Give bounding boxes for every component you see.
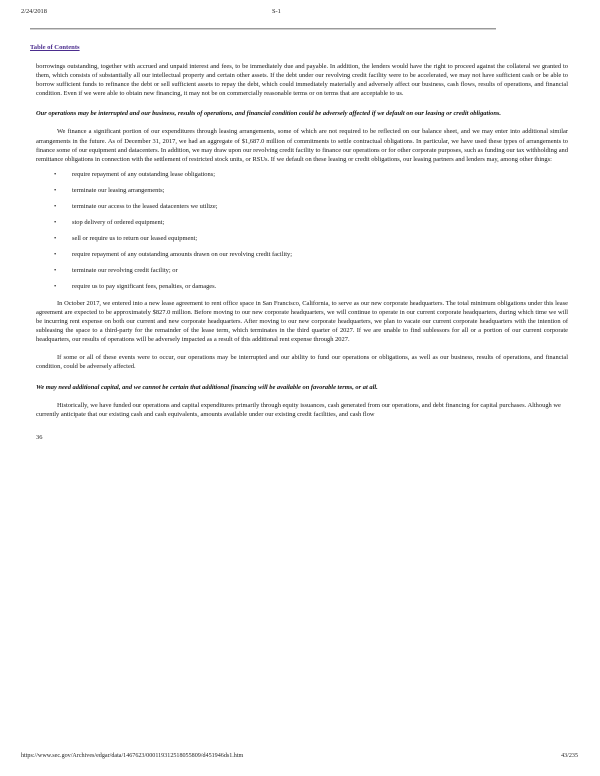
bullet-icon: •	[54, 250, 57, 258]
print-date: 2/24/2018	[21, 8, 47, 15]
bullet-icon: •	[54, 234, 57, 242]
header-divider	[30, 28, 496, 29]
capital-paragraph: Historically, we have funded our operations and capital expenditures primarily through equity issuances, cash generated from our operations, and debt financing for capital purchases. Although we currently anticipate that our existing cash and cash equivalents, amounts available under our existing credit facilities, and cash flow	[36, 401, 561, 418]
list-item	[36, 215, 568, 231]
bullet-icon: •	[54, 202, 57, 210]
events-paragraph: If some or all of these events were to occur, our operations may be interrupted and our ability to fund our operations or obligations, as well as our business, results of operations, and financial condition, could be adversely affected.	[36, 354, 568, 371]
continued-paragraph: borrowings outstanding, together with accrued and unpaid interest and fees, to be immediately due and payable. In addition, the lenders would have the right to proceed against the collateral we granted to them, which consists of substantially all our intellectual property and certain other assets. If the debt under our revolving credit facility were to be accelerated, we may not have sufficient cash or be able to borrow sufficient funds to refinance the debt or sell sufficient assets to repay the debt, which could immediately materially and adversely affect our business, cash flows, results of operations, and financial condition. Even if we were able to obtain new financing, it may not be on commercially reasonable terms or on terms that are acceptable to us.	[36, 63, 568, 98]
print-footer-url: https://www.sec.gov/Archives/edgar/data/1467623/000119312518055809/d451946ds1.htm	[21, 753, 244, 759]
bullet-icon: •	[54, 218, 57, 226]
list-item-text: terminate our leasing arrangements;	[72, 186, 165, 194]
headquarters-paragraph: In October 2017, we entered into a new lease agreement to rent office space in San Francisco, California, to serve as our new corporate headquarters. The total minimum obligations under this lease agreement are expected to be approximately $827.0 million. Before moving to our new corporate headquarters, we will continue to operate in our current corporate headquarters, during which time we will be incurring rent expense on both our current and new corporate headquarters. After moving to our new corporate headquarters, we plan to vacate our current corporate headquarters with the intention of subleasing the space to a third-party for the remainder of the lease term, which terminates in the third quarter of 2027. If we are unable to find sublessors for all or a portion of our current corporate headquarters, our results of operations will be adversely impacted as a result of this additional rent expense through 2027.	[36, 299, 568, 344]
list-item-text: terminate our access to the leased datacenters we utilize;	[72, 202, 218, 210]
bullet-icon: •	[54, 186, 57, 194]
list-item-text: require us to pay significant fees, penalties, or damages.	[72, 282, 217, 290]
bullet-icon: •	[54, 282, 57, 290]
list-item-text: require repayment of any outstanding lease obligations;	[72, 170, 216, 178]
bullet-icon: •	[54, 170, 57, 178]
risk-factor-heading-capital: We may need additional capital, and we cannot be certain that additional financing will be available on favorable terms, or at all.	[36, 383, 378, 391]
print-header	[0, 0, 600, 20]
page-number: 36	[36, 433, 43, 441]
list-item-text: require repayment of any outstanding amounts drawn on our revolving credit facility;	[72, 250, 293, 258]
document-body	[36, 62, 568, 442]
list-item	[36, 247, 568, 263]
risk-factor-heading-leasing: Our operations may be interrupted and our business, results of operations, and financial condition could be adversely affected if we default on our leasing or credit obligations.	[36, 110, 502, 118]
table-of-contents-link[interactable]: Table of Contents	[30, 44, 80, 51]
list-item	[36, 231, 568, 247]
list-item	[36, 167, 568, 183]
list-item-text: sell or require us to return our leased equipment;	[72, 234, 198, 242]
list-item	[36, 199, 568, 215]
list-item	[36, 279, 568, 295]
bullet-icon: •	[54, 266, 57, 274]
default-consequences-list	[36, 167, 568, 295]
list-item	[36, 263, 568, 279]
list-item	[36, 183, 568, 199]
print-footer-page-count: 43/235	[561, 753, 578, 759]
print-title: S-1	[272, 8, 281, 15]
leasing-paragraph: We finance a significant portion of our expenditures through leasing arrangements, some of which are not required to be reflected on our balance sheet, and we may enter into additional similar arrangements in the future. As of December 31, 2017, we had an aggregate of $1,687.0 million of commitments to settle contractual obligations. In particular, we have used these types of arrangements to finance some of our equipment and datacenters. In addition, we may draw upon our revolving credit facility to finance our operations or for other corporate purposes, such as funding our tax withholding and remittance obligations in connection with the settlement of restricted stock units, or RSUs. If we default on these leasing or credit obligations, our leasing partners and lenders may, among other things:	[36, 128, 568, 163]
list-item-text: stop delivery of ordered equipment;	[72, 218, 165, 226]
list-item-text: terminate our revolving credit facility; or	[72, 266, 178, 274]
